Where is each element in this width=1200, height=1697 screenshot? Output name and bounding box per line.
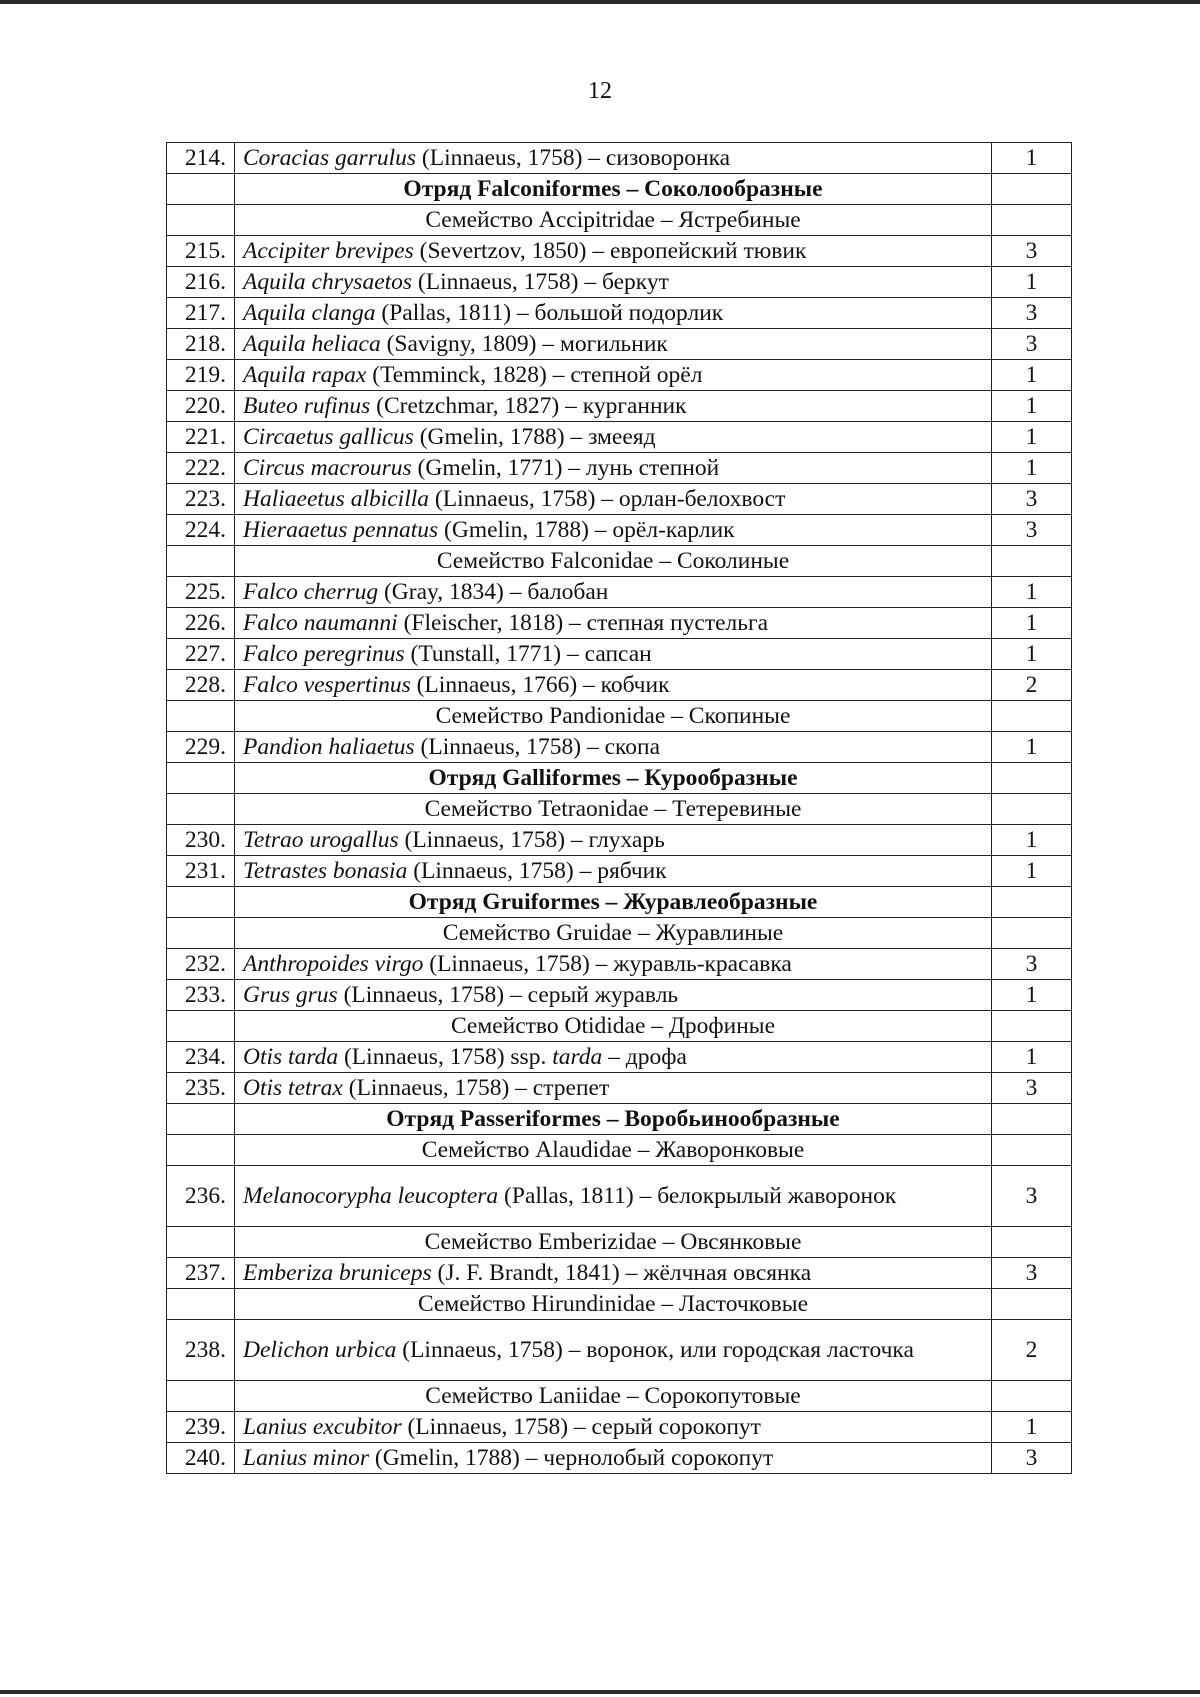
- species-name: [235, 670, 992, 701]
- row-number: 226.: [167, 608, 235, 639]
- table-row: [167, 453, 1072, 484]
- species-name: [235, 949, 992, 980]
- row-number: 223.: [167, 484, 235, 515]
- latin-name: Aquila rapax: [243, 362, 367, 388]
- row-number: 229.: [167, 732, 235, 763]
- empty-number-cell: [167, 1381, 235, 1412]
- latin-name: Falco vespertinus: [243, 672, 411, 698]
- status-category: 1: [992, 143, 1072, 174]
- empty-status-cell: [992, 1381, 1072, 1412]
- family-heading: Семейство Hirundinidae – Ласточковые: [235, 1289, 992, 1320]
- status-category: 1: [992, 1042, 1072, 1073]
- common-name: – дрофа: [602, 1044, 687, 1070]
- species-name: [235, 1073, 992, 1104]
- status-category: 1: [992, 1412, 1072, 1443]
- row-number: 224.: [167, 515, 235, 546]
- author-and-common-name: (Savigny, 1809) – могильник: [380, 331, 668, 357]
- table-row: [167, 360, 1072, 391]
- status-category: 1: [992, 825, 1072, 856]
- status-category: 1: [992, 267, 1072, 298]
- status-category: 3: [992, 329, 1072, 360]
- scan-edge-bottom: [0, 1690, 1200, 1694]
- order-heading-row: [167, 887, 1072, 918]
- family-heading-row: [167, 1381, 1072, 1412]
- species-name: [235, 856, 992, 887]
- latin-name: Delichon urbica: [243, 1337, 397, 1363]
- author-and-common-name: (Tunstall, 1771) – сапсан: [404, 641, 652, 667]
- table-row: [167, 732, 1072, 763]
- species-name: [235, 422, 992, 453]
- empty-number-cell: [167, 1135, 235, 1166]
- author-and-common-name: (Pallas, 1811) – большой подорлик: [375, 300, 724, 326]
- table-row: [167, 298, 1072, 329]
- author-and-common-name: (Fleischer, 1818) – степная пустельга: [397, 610, 769, 636]
- family-heading-row: [167, 1289, 1072, 1320]
- family-heading-row: [167, 701, 1072, 732]
- row-number: 237.: [167, 1258, 235, 1289]
- empty-number-cell: [167, 1289, 235, 1320]
- table-row: [167, 1412, 1072, 1443]
- table-row: [167, 329, 1072, 360]
- species-name: [235, 732, 992, 763]
- page-number: 12: [588, 78, 612, 104]
- empty-status-cell: [992, 763, 1072, 794]
- row-number: 234.: [167, 1042, 235, 1073]
- status-category: 1: [992, 422, 1072, 453]
- table-row: [167, 1320, 1072, 1381]
- status-category: 3: [992, 1166, 1072, 1227]
- status-category: 3: [992, 515, 1072, 546]
- author-and-common-name: (Linnaeus, 1758) ssp.: [338, 1044, 553, 1070]
- latin-name: Tetrao urogallus: [243, 827, 399, 853]
- family-heading-row: [167, 546, 1072, 577]
- author-and-common-name: (J. F. Brandt, 1841) – жёлчная овсянка: [431, 1260, 812, 1286]
- species-name: [235, 1258, 992, 1289]
- table-row: [167, 236, 1072, 267]
- table-row: [167, 391, 1072, 422]
- latin-name: Falco cherrug: [243, 579, 379, 605]
- latin-name: Circaetus gallicus: [243, 424, 414, 450]
- family-heading: Семейство Tetraonidae – Тетеревиные: [235, 794, 992, 825]
- latin-name: Buteo rufinus: [243, 393, 371, 419]
- family-heading-row: [167, 1227, 1072, 1258]
- row-number: 236.: [167, 1166, 235, 1227]
- latin-name: Tetrastes bonasia: [243, 858, 408, 884]
- species-name: [235, 515, 992, 546]
- row-number: 216.: [167, 267, 235, 298]
- author-and-common-name: (Linnaeus, 1758) – серый сорокопут: [401, 1414, 761, 1440]
- author-and-common-name: (Pallas, 1811) – белокрылый жаворонок: [498, 1183, 897, 1209]
- row-number: 230.: [167, 825, 235, 856]
- species-name: [235, 453, 992, 484]
- species-name: [235, 329, 992, 360]
- species-name: [235, 1166, 992, 1227]
- author-and-common-name: (Linnaeus, 1758) – воронок, или городская ласточка: [396, 1337, 914, 1363]
- species-name: [235, 825, 992, 856]
- row-number: 218.: [167, 329, 235, 360]
- status-category: 2: [992, 670, 1072, 701]
- table-row: [167, 1258, 1072, 1289]
- latin-name: Emberiza bruniceps: [243, 1260, 432, 1286]
- status-category: 1: [992, 391, 1072, 422]
- latin-name: Aquila clanga: [243, 300, 376, 326]
- row-number: 232.: [167, 949, 235, 980]
- latin-name: Pandion haliaetus: [243, 734, 415, 760]
- species-name: [235, 1320, 992, 1381]
- family-heading-row: [167, 1135, 1072, 1166]
- empty-status-cell: [992, 1011, 1072, 1042]
- empty-number-cell: [167, 887, 235, 918]
- empty-number-cell: [167, 546, 235, 577]
- status-category: 1: [992, 732, 1072, 763]
- status-category: 1: [992, 608, 1072, 639]
- author-and-common-name: (Linnaeus, 1758) – орлан-белохвост: [429, 486, 786, 512]
- family-heading-row: [167, 205, 1072, 236]
- empty-status-cell: [992, 1227, 1072, 1258]
- family-heading: Семейство Falconidae – Соколиные: [235, 546, 992, 577]
- table-row: [167, 1443, 1072, 1474]
- subspecies-name: tarda: [552, 1044, 603, 1070]
- table-row: [167, 639, 1072, 670]
- empty-number-cell: [167, 174, 235, 205]
- row-number: 221.: [167, 422, 235, 453]
- species-name: [235, 1412, 992, 1443]
- order-heading: Отряд Gruiformes – Журавлеобразные: [235, 887, 992, 918]
- latin-name: Lanius excubitor: [243, 1414, 402, 1440]
- empty-status-cell: [992, 1104, 1072, 1135]
- species-table: [166, 142, 1072, 1474]
- family-heading-row: [167, 794, 1072, 825]
- latin-name: Coracias garrulus: [243, 145, 417, 171]
- empty-number-cell: [167, 1104, 235, 1135]
- species-name: [235, 980, 992, 1011]
- status-category: 3: [992, 1258, 1072, 1289]
- empty-number-cell: [167, 205, 235, 236]
- scan-edge-top: [0, 0, 1200, 4]
- row-number: 231.: [167, 856, 235, 887]
- author-and-common-name: (Gmelin, 1788) – змееяд: [413, 424, 656, 450]
- order-heading-row: [167, 174, 1072, 205]
- row-number: 225.: [167, 577, 235, 608]
- row-number: 217.: [167, 298, 235, 329]
- author-and-common-name: (Linnaeus, 1758) – журавль-красавка: [423, 951, 792, 977]
- family-heading: Семейство Pandionidae – Скопиные: [235, 701, 992, 732]
- empty-number-cell: [167, 763, 235, 794]
- latin-name: Aquila chrysaetos: [243, 269, 413, 295]
- species-name: [235, 639, 992, 670]
- latin-name: Melanocorypha leucoptera: [243, 1183, 499, 1209]
- order-heading: Отряд Galliformes – Курообразные: [235, 763, 992, 794]
- order-heading: Отряд Passeriformes – Воробьинообразные: [235, 1104, 992, 1135]
- order-heading-row: [167, 763, 1072, 794]
- species-name: [235, 1443, 992, 1474]
- row-number: 233.: [167, 980, 235, 1011]
- family-heading-row: [167, 1011, 1072, 1042]
- family-heading: Семейство Gruidae – Журавлиные: [235, 918, 992, 949]
- table-row: [167, 577, 1072, 608]
- row-number: 227.: [167, 639, 235, 670]
- row-number: 214.: [167, 143, 235, 174]
- empty-status-cell: [992, 887, 1072, 918]
- status-category: 1: [992, 980, 1072, 1011]
- table-row: [167, 1073, 1072, 1104]
- species-name: [235, 608, 992, 639]
- latin-name: Falco naumanni: [243, 610, 398, 636]
- empty-number-cell: [167, 1011, 235, 1042]
- status-category: 3: [992, 949, 1072, 980]
- author-and-common-name: (Linnaeus, 1758) – серый журавль: [337, 982, 679, 1008]
- author-and-common-name: (Gray, 1834) – балобан: [378, 579, 609, 605]
- row-number: 235.: [167, 1073, 235, 1104]
- status-category: 1: [992, 856, 1072, 887]
- status-category: 1: [992, 360, 1072, 391]
- author-and-common-name: (Linnaeus, 1758) – рябчик: [407, 858, 667, 884]
- status-category: 3: [992, 1073, 1072, 1104]
- author-and-common-name: (Linnaeus, 1758) – скопа: [414, 734, 660, 760]
- row-number: 222.: [167, 453, 235, 484]
- status-category: 3: [992, 236, 1072, 267]
- latin-name: Otis tarda: [243, 1044, 339, 1070]
- author-and-common-name: (Linnaeus, 1758) – сизоворонка: [416, 145, 731, 171]
- family-heading: Семейство Alaudidae – Жаворонковые: [235, 1135, 992, 1166]
- species-table-body: [167, 143, 1072, 1474]
- empty-number-cell: [167, 1227, 235, 1258]
- order-heading: Отряд Falconiformes – Соколообразные: [235, 174, 992, 205]
- species-name: [235, 484, 992, 515]
- species-name: [235, 143, 992, 174]
- table-row: [167, 267, 1072, 298]
- latin-name: Grus grus: [243, 982, 338, 1008]
- author-and-common-name: (Cretzchmar, 1827) – курганник: [370, 393, 687, 419]
- author-and-common-name: (Linnaeus, 1758) – беркут: [412, 269, 669, 295]
- empty-status-cell: [992, 174, 1072, 205]
- status-category: 1: [992, 577, 1072, 608]
- row-number: 228.: [167, 670, 235, 701]
- latin-name: Haliaeetus albicilla: [243, 486, 430, 512]
- table-row: [167, 980, 1072, 1011]
- empty-number-cell: [167, 794, 235, 825]
- empty-status-cell: [992, 794, 1072, 825]
- author-and-common-name: (Linnaeus, 1766) – кобчик: [410, 672, 670, 698]
- species-name: [235, 360, 992, 391]
- latin-name: Otis tetrax: [243, 1075, 343, 1101]
- table-row: [167, 1042, 1072, 1073]
- author-and-common-name: (Temminck, 1828) – степной орёл: [366, 362, 703, 388]
- author-and-common-name: (Gmelin, 1788) – орёл-карлик: [438, 517, 735, 543]
- table-row: [167, 143, 1072, 174]
- author-and-common-name: (Linnaeus, 1758) – глухарь: [398, 827, 665, 853]
- family-heading: Семейство Emberizidae – Овсянковые: [235, 1227, 992, 1258]
- species-name: [235, 298, 992, 329]
- empty-number-cell: [167, 918, 235, 949]
- author-and-common-name: (Linnaeus, 1758) – стрепет: [342, 1075, 610, 1101]
- row-number: 238.: [167, 1320, 235, 1381]
- family-heading: Семейство Accipitridae – Ястребиные: [235, 205, 992, 236]
- status-category: 3: [992, 1443, 1072, 1474]
- row-number: 239.: [167, 1412, 235, 1443]
- latin-name: Anthropoides virgo: [243, 951, 424, 977]
- latin-name: Lanius minor: [243, 1445, 370, 1471]
- latin-name: Aquila heliaca: [243, 331, 381, 357]
- empty-status-cell: [992, 546, 1072, 577]
- latin-name: Falco peregrinus: [243, 641, 405, 667]
- status-category: 2: [992, 1320, 1072, 1381]
- status-category: 3: [992, 298, 1072, 329]
- author-and-common-name: (Severtzov, 1850) – европейский тювик: [413, 238, 807, 264]
- species-name: [235, 577, 992, 608]
- author-and-common-name: (Gmelin, 1788) – чернолобый сорокопут: [369, 1445, 774, 1471]
- table-row: [167, 422, 1072, 453]
- table-row: [167, 608, 1072, 639]
- latin-name: Circus macrourus: [243, 455, 412, 481]
- empty-status-cell: [992, 1135, 1072, 1166]
- species-name: [235, 391, 992, 422]
- species-name: [235, 236, 992, 267]
- empty-status-cell: [992, 918, 1072, 949]
- status-category: 3: [992, 484, 1072, 515]
- table-row: [167, 1166, 1072, 1227]
- family-heading-row: [167, 918, 1072, 949]
- empty-status-cell: [992, 701, 1072, 732]
- latin-name: Accipiter brevipes: [243, 238, 414, 264]
- species-name: [235, 267, 992, 298]
- species-name: [235, 1042, 992, 1073]
- row-number: 240.: [167, 1443, 235, 1474]
- author-and-common-name: (Gmelin, 1771) – лунь степной: [411, 455, 720, 481]
- status-category: 1: [992, 453, 1072, 484]
- row-number: 215.: [167, 236, 235, 267]
- status-category: 1: [992, 639, 1072, 670]
- table-row: [167, 515, 1072, 546]
- order-heading-row: [167, 1104, 1072, 1135]
- row-number: 219.: [167, 360, 235, 391]
- row-number: 220.: [167, 391, 235, 422]
- table-row: [167, 825, 1072, 856]
- empty-number-cell: [167, 701, 235, 732]
- table-row: [167, 949, 1072, 980]
- family-heading: Семейство Laniidae – Сорокопутовые: [235, 1381, 992, 1412]
- table-row: [167, 670, 1072, 701]
- family-heading: Семейство Otididae – Дрофиные: [235, 1011, 992, 1042]
- table-row: [167, 856, 1072, 887]
- empty-status-cell: [992, 205, 1072, 236]
- table-row: [167, 484, 1072, 515]
- latin-name: Hieraaetus pennatus: [243, 517, 439, 543]
- empty-status-cell: [992, 1289, 1072, 1320]
